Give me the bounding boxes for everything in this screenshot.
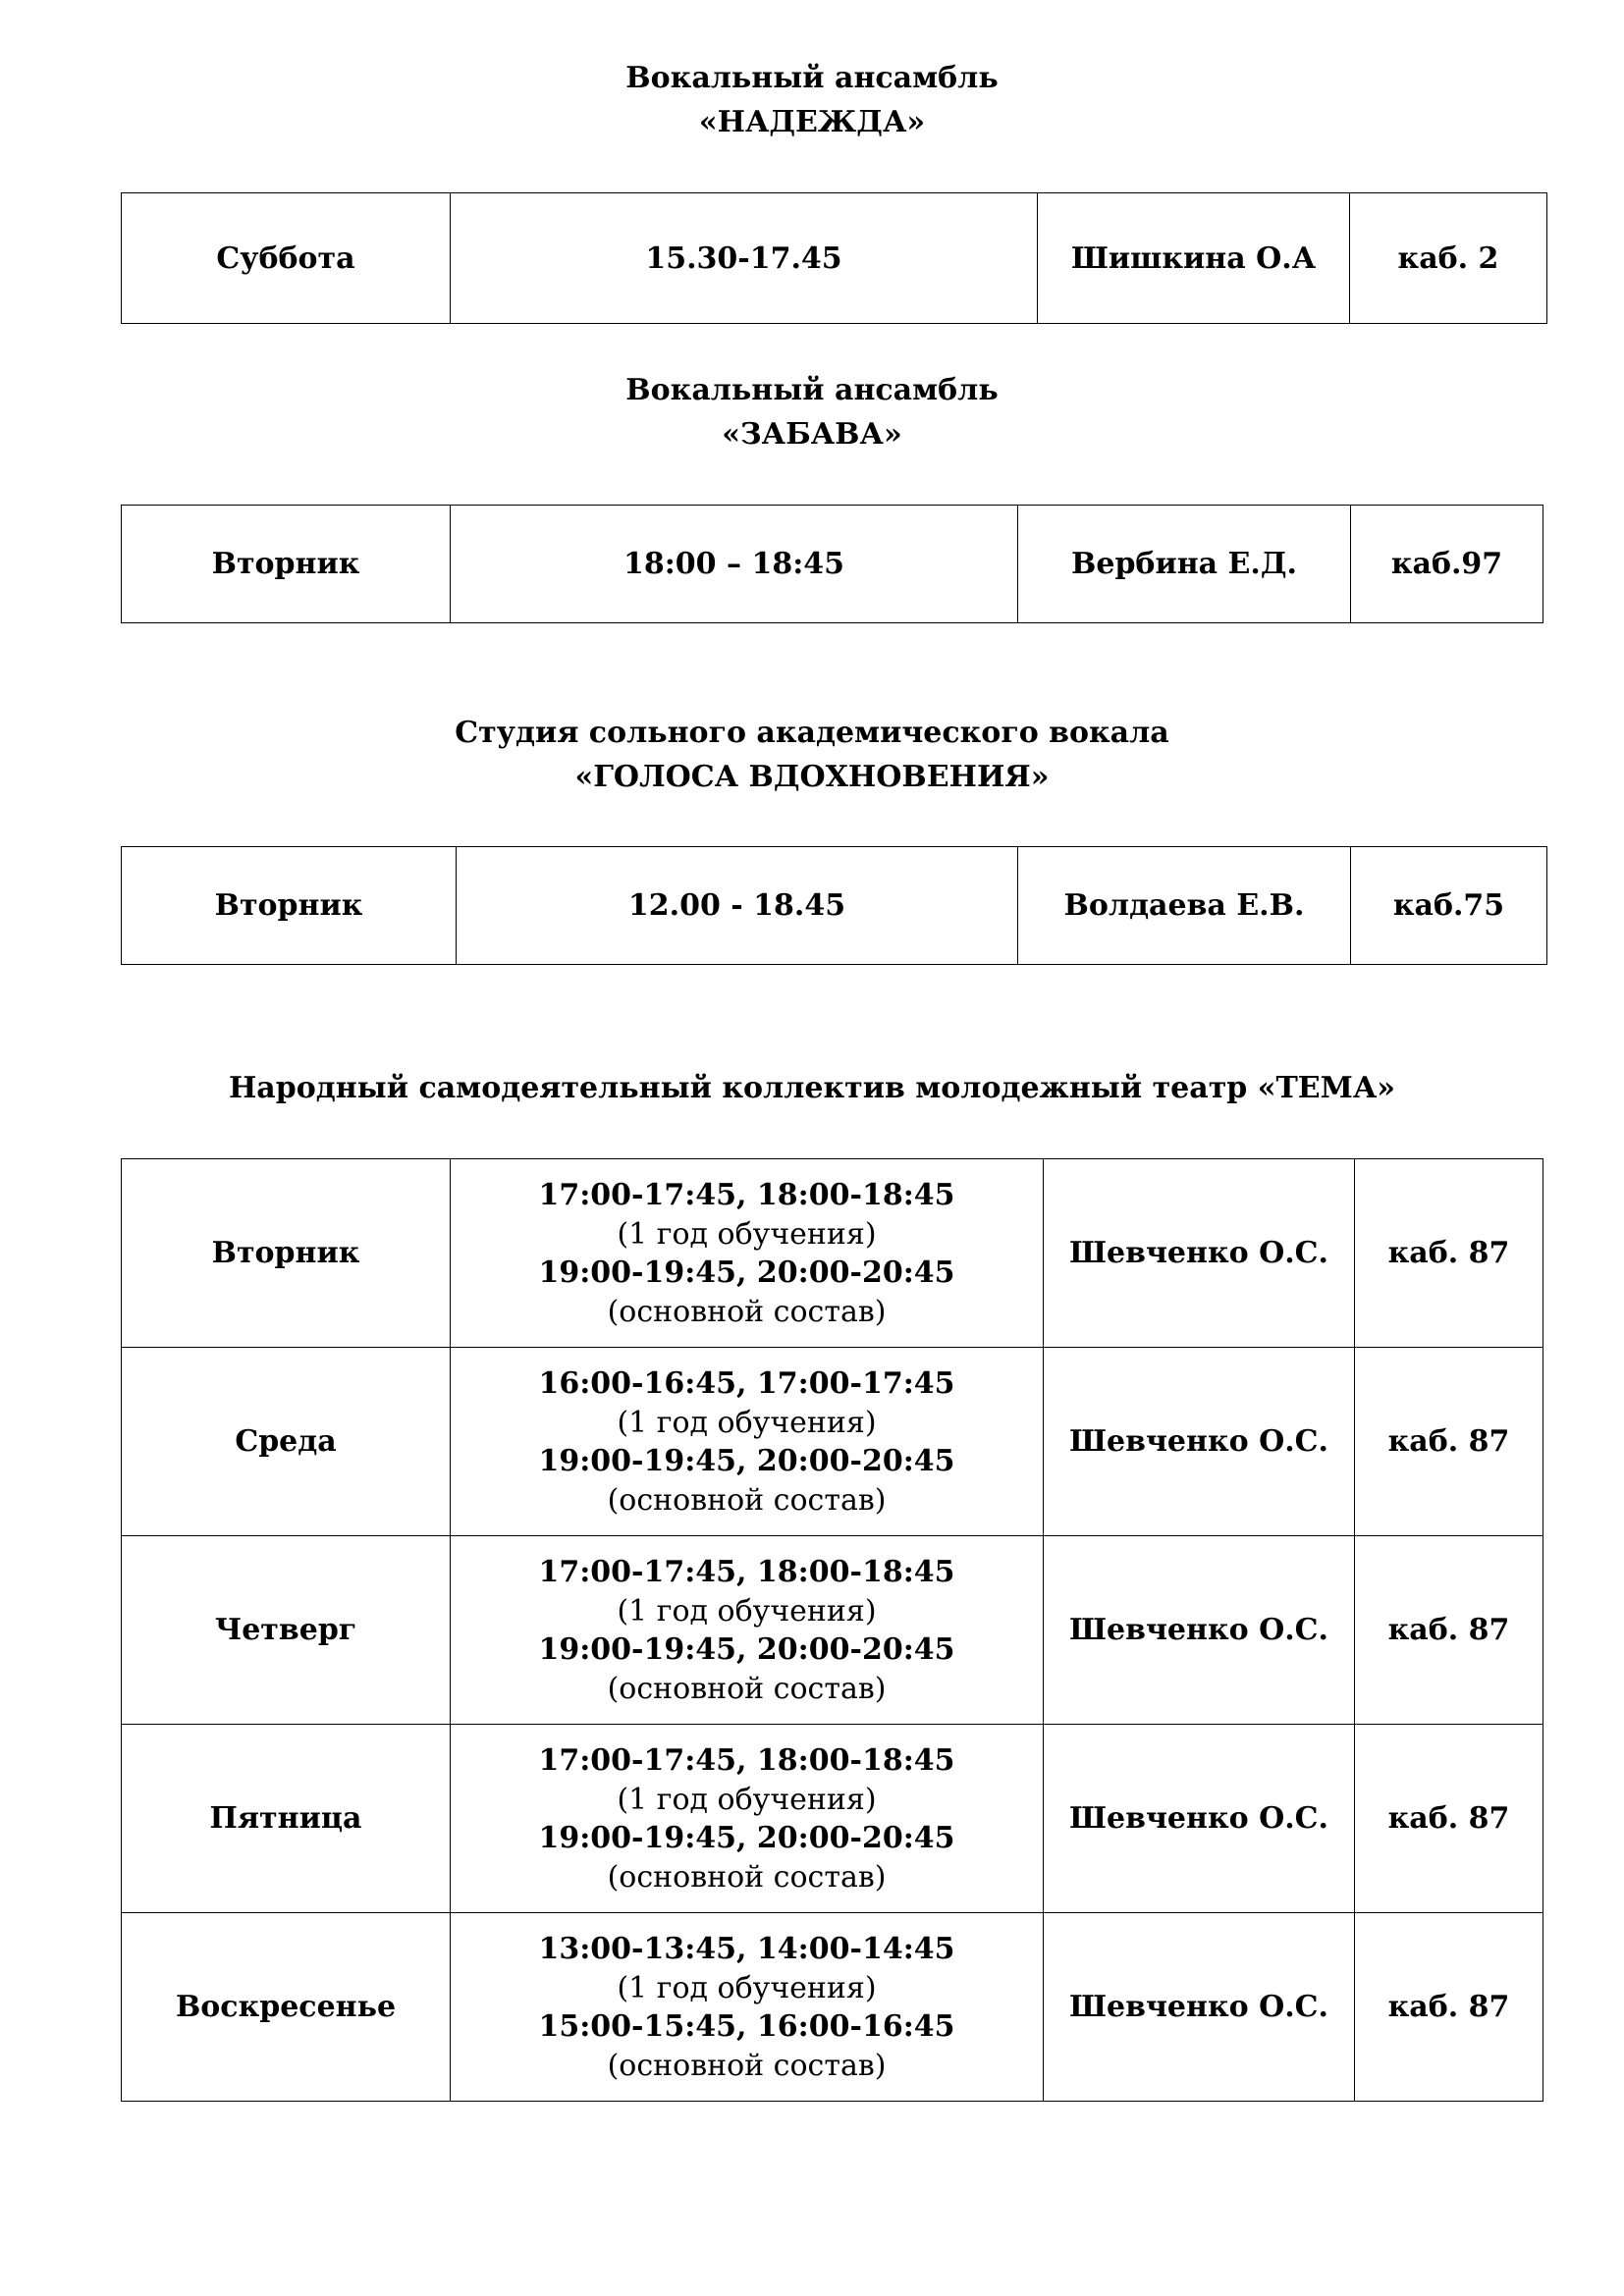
section-title-tema — [0, 1066, 1624, 1110]
time-slot-second: 15:00-15:45, 16:00-16:45 — [538, 2008, 955, 2044]
time-cell: 18:00 – 18:45 — [451, 506, 1018, 623]
day-cell: Вторник — [122, 1159, 451, 1348]
table-row — [122, 1348, 1543, 1536]
time-cell — [451, 1159, 1044, 1348]
teacher-cell: Шевченко О.С. — [1044, 1536, 1355, 1725]
teacher-cell: Волдаева Е.В. — [1018, 847, 1351, 965]
section-title-line2: «ЗАБАВА» — [722, 417, 902, 452]
room-cell: каб. 87 — [1355, 1159, 1543, 1348]
schedule-table-zabava — [121, 505, 1543, 623]
section-title-line1: Вокальный ансамбль — [625, 373, 999, 407]
day-cell: Четверг — [122, 1536, 451, 1725]
table-row — [122, 1913, 1543, 2102]
group-note-first: (1 год обучения) — [617, 1593, 877, 1629]
time-slot-second: 19:00-19:45, 20:00-20:45 — [538, 1255, 955, 1290]
time-cell: 15.30-17.45 — [451, 193, 1038, 324]
section-title-line2: «НАДЕЖДА» — [698, 105, 926, 139]
schedule-table-nadezhda — [121, 192, 1547, 324]
table-row — [122, 847, 1547, 965]
room-cell: каб. 87 — [1355, 1725, 1543, 1913]
section-title-line1: Народный самодеятельный коллектив молодежный театр «ТЕМА» — [228, 1071, 1396, 1105]
teacher-cell: Шевченко О.С. — [1044, 1159, 1355, 1348]
schedule-table-tema — [121, 1158, 1543, 2102]
time-slot-second: 19:00-19:45, 20:00-20:45 — [538, 1443, 955, 1478]
time-slot-first: 13:00-13:45, 14:00-14:45 — [538, 1931, 955, 1966]
time-cell — [451, 1536, 1044, 1725]
group-note-first: (1 год обучения) — [617, 1970, 877, 2005]
section-title-line2: «ГОЛОСА ВДОХНОВЕНИЯ» — [574, 760, 1050, 794]
time-cell: 12.00 - 18.45 — [457, 847, 1018, 965]
day-cell: Суббота — [122, 193, 451, 324]
group-note-first: (1 год обучения) — [617, 1405, 877, 1440]
group-note-second: (основной состав) — [607, 2048, 887, 2083]
table-row — [122, 1536, 1543, 1725]
time-cell — [451, 1913, 1044, 2102]
day-cell: Пятница — [122, 1725, 451, 1913]
section-title-zabava — [0, 368, 1624, 456]
group-note-first: (1 год обучения) — [617, 1216, 877, 1252]
table-row — [122, 506, 1543, 623]
table-row — [122, 1725, 1543, 1913]
section-title-line1: Вокальный ансамбль — [625, 61, 999, 95]
teacher-cell: Шевченко О.С. — [1044, 1725, 1355, 1913]
room-cell: каб. 87 — [1355, 1348, 1543, 1536]
day-cell: Воскресенье — [122, 1913, 451, 2102]
table-row — [122, 193, 1547, 324]
time-slot-second: 19:00-19:45, 20:00-20:45 — [538, 1820, 955, 1855]
section-title-nadezhda — [0, 56, 1624, 144]
teacher-cell: Вербина Е.Д. — [1018, 506, 1351, 623]
time-slot-first: 17:00-17:45, 18:00-18:45 — [538, 1742, 955, 1778]
time-cell — [451, 1348, 1044, 1536]
teacher-cell: Шишкина О.А — [1038, 193, 1350, 324]
schedule-table-golosa — [121, 846, 1547, 965]
group-note-second: (основной состав) — [607, 1671, 887, 1706]
group-note-second: (основной состав) — [607, 1859, 887, 1895]
time-slot-second: 19:00-19:45, 20:00-20:45 — [538, 1631, 955, 1667]
time-cell — [451, 1725, 1044, 1913]
time-slot-first: 16:00-16:45, 17:00-17:45 — [538, 1365, 955, 1401]
teacher-cell: Шевченко О.С. — [1044, 1913, 1355, 2102]
day-cell: Вторник — [122, 847, 457, 965]
time-slot-first: 17:00-17:45, 18:00-18:45 — [538, 1554, 955, 1589]
section-title-golosa — [0, 711, 1624, 799]
room-cell: каб.97 — [1351, 506, 1543, 623]
room-cell: каб. 87 — [1355, 1536, 1543, 1725]
room-cell: каб.75 — [1351, 847, 1547, 965]
group-note-first: (1 год обучения) — [617, 1782, 877, 1817]
day-cell: Среда — [122, 1348, 451, 1536]
group-note-second: (основной состав) — [607, 1294, 887, 1329]
group-note-second: (основной состав) — [607, 1482, 887, 1518]
section-title-line1: Студия сольного академического вокала — [455, 716, 1169, 750]
time-slot-first: 17:00-17:45, 18:00-18:45 — [538, 1177, 955, 1212]
table-row — [122, 1159, 1543, 1348]
teacher-cell: Шевченко О.С. — [1044, 1348, 1355, 1536]
day-cell: Вторник — [122, 506, 451, 623]
room-cell: каб. 87 — [1355, 1913, 1543, 2102]
room-cell: каб. 2 — [1350, 193, 1547, 324]
